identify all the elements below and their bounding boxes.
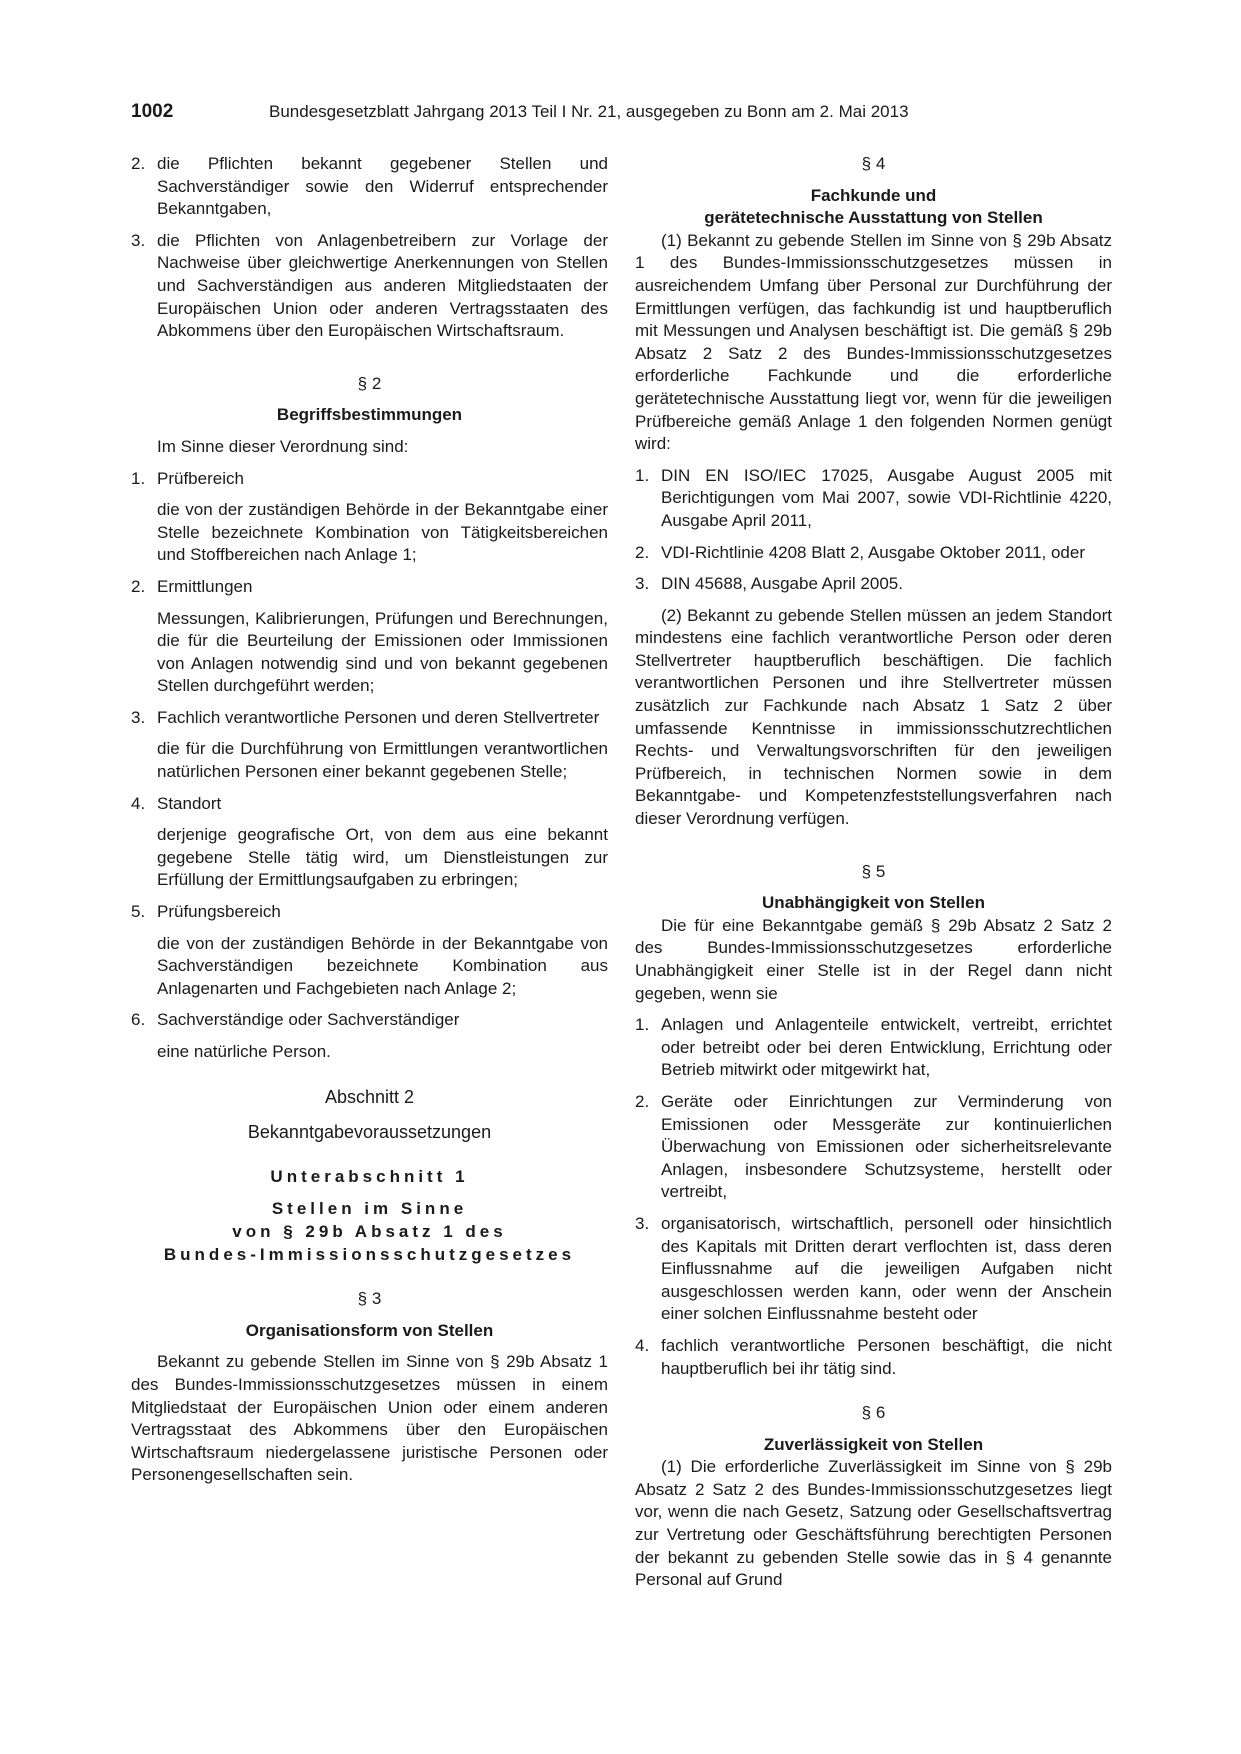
section-title-line-1: Fachkunde und [810, 185, 937, 205]
section-intro: Im Sinne dieser Verordnung sind: [157, 436, 409, 456]
item-text: Geräte oder Einrichtungen zur Verminderung von Emissionen oder Messgeräte zur kontinuierlichen Überwachung von Emissionen oder sicherheitsrelevante Anlagen, insbesondere Schutzsysteme, herstellt oder vertreibt, [661, 1091, 1112, 1202]
unterabschnitt-title-line-1: Stellen im Sinne [271, 1199, 468, 1219]
definition-term [131, 468, 608, 491]
list-item [131, 230, 608, 343]
item-number: 1. [131, 468, 146, 488]
section-title: Organisationsform von Stellen [245, 1320, 494, 1340]
item-text: fachlich verantwortliche Personen beschäftigt, die nicht hauptberuflich bei ihr tätig sind. [661, 1335, 1112, 1378]
definition-text: eine natürliche Person. [157, 1042, 331, 1061]
unterabschnitt-title-line-3: Bundes-Immissionsschutzgesetzes [163, 1244, 576, 1264]
unterabschnitt-number: Unterabschnitt 1 [270, 1166, 469, 1186]
item-number: 3. [131, 230, 146, 250]
item-number: 3. [635, 574, 650, 594]
left-column [131, 153, 608, 1487]
definition-term [131, 576, 608, 599]
item-text: die Pflichten bekannt gegebener Stellen und Sachverständiger sowie den Widerruf entsprechender Bekanntgaben, [157, 154, 608, 219]
definition-text: derjenige geografische Ort, von dem aus eine bekannt gegebene Stelle tätig wird, um Dienstleistungen zur Erfüllung der Ermittlungsaufgaben zu erbringen; [157, 825, 608, 890]
list-item [635, 465, 1112, 533]
item-number: 5. [131, 902, 146, 922]
list-item [635, 1335, 1112, 1380]
section-intro: Die für eine Bekanntgabe gemäß § 29b Absatz 2 Satz 2 des Bundes-Immissionsschutzgesetzes erforderliche Unabhängigkeit einer Stelle ist in der Regel dann nicht gegeben, wenn sie [635, 915, 1112, 1003]
term-text: Fachlich verantwortliche Personen und deren Stellvertreter [157, 707, 600, 727]
list-item [635, 542, 1112, 565]
section-text: Bekannt zu gebende Stellen im Sinne von § 29b Absatz 1 des Bundes-Immissionsschutzgesetzes müssen in einem Mitgliedstaat der Europäischen Union oder einem anderen Vertragsstaat des Abkommens über den Europäischen Wirtschaftsraum niedergelassene juristische Personen oder Personengesellschaften sein. [131, 1352, 608, 1485]
definition-term [131, 1009, 608, 1032]
section-sign: § 4 [861, 154, 886, 173]
definition-text: die von der zuständigen Behörde in der Bekanntgabe von Sachverständigen bezeichnete Kombination aus Anlagenarten und Fachgebieten nach Anlage 2; [157, 933, 608, 998]
list-item [131, 153, 608, 221]
item-text: DIN EN ISO/IEC 17025, Ausgabe August 2005 mit Berichtigungen vom Mai 2007, sowie VDI-Richtlinie 4220, Ausgabe April 2011, [661, 465, 1112, 530]
section-paragraph: (2) Bekannt zu gebende Stellen müssen an jedem Standort mindestens eine fachlich verantwortliche Person oder deren Stellvertreter hauptberuflich beschäftigen. Die fachlich verantwortlichen Personen und ihre Stellvertreter müssen zusätzlich zur Fachkunde nach Absatz 1 Satz 2 über umfassende Kenntnisse in immissionsschutzrechtlichen Rechts- und Verwaltungsvorschriften für den jeweiligen Prüfbereich, in technischen Normen sowie in dem Bekanntgabe- und Kompetenzfeststellungsverfahren nach dieser Verordnung verfügen. [635, 605, 1112, 829]
item-number: 3. [131, 707, 146, 727]
page-header [131, 101, 1111, 131]
item-number: 2. [131, 576, 146, 596]
item-text: VDI-Richtlinie 4208 Blatt 2, Ausgabe Oktober 2011, oder [661, 542, 1085, 562]
item-text: organisatorisch, wirtschaftlich, personell oder hinsichtlich des Kapitals mit Dritten derart verflochten ist, dass deren Einflussnahme auf die jeweiligen Aufgaben nicht ausgeschlossen werden kann, oder wenn der Anschein einer solchen Einflussnahme besteht oder [661, 1213, 1112, 1324]
section-title: Zuverlässigkeit von Stellen [763, 1434, 984, 1454]
definition-text: Messungen, Kalibrierungen, Prüfungen und Berechnungen, die für die Beurteilung der Emissionen oder Immissionen von Anlagen notwendig sind und von bekannt gegebenen Stellen durchgeführt werden; [157, 608, 608, 696]
item-number: 4. [635, 1335, 650, 1355]
list-item [635, 573, 1112, 596]
item-number: 3. [635, 1213, 650, 1233]
list-item [635, 1014, 1112, 1082]
item-number: 4. [131, 793, 146, 813]
right-column [635, 153, 1112, 1592]
item-text: DIN 45688, Ausgabe April 2005. [661, 574, 903, 594]
unterabschnitt-title-line-2: von § 29b Absatz 1 des [232, 1221, 507, 1241]
item-number: 1. [635, 465, 650, 485]
item-number: 6. [131, 1010, 146, 1030]
definition-term [131, 793, 608, 816]
item-number: 2. [635, 1091, 650, 1111]
item-text: Anlagen und Anlagenteile entwickelt, vertreibt, errichtet oder betreibt oder bei deren Entwicklung, Errichtung oder Betrieb mitwirkt oder mitgewirkt hat, [661, 1015, 1112, 1080]
section-title-line-2: gerätetechnische Ausstattung von Stellen [704, 208, 1043, 228]
item-number: 1. [635, 1015, 650, 1035]
section-title: Begriffsbestimmungen [276, 405, 463, 425]
section-sign: § 5 [861, 861, 886, 881]
definition-text: die für die Durchführung von Ermittlungen verantwortlichen natürlichen Personen einer bekannt gegebenen Stelle; [157, 739, 608, 782]
page-number: 1002 [131, 101, 174, 122]
term-text: Standort [157, 793, 222, 813]
definition-term [131, 901, 608, 924]
list-item [635, 1213, 1112, 1326]
abschnitt-title: Bekanntgabevoraussetzungen [247, 1122, 492, 1143]
list-item [635, 1091, 1112, 1204]
term-text: Prüfungsbereich [157, 902, 281, 922]
running-title: Bundesgesetzblatt Jahrgang 2013 Teil I Nr. 21, ausgegeben zu Bonn am 2. Mai 2013 [269, 102, 909, 121]
item-text: die Pflichten von Anlagenbetreibern zur Vorlage der Nachweise über gleichwertige Anerkennungen von Stellen und Sachverständigen aus anderen Mitgliedstaaten der Europäischen Union oder anderen Vertragsstaaten des Abkommens über den Europäischen Wirtschaftsraum. [157, 230, 608, 341]
definition-term [131, 707, 608, 730]
section-sign: § 2 [357, 373, 382, 393]
item-number: 2. [635, 542, 650, 562]
term-text: Sachverständige oder Sachverständiger [157, 1010, 460, 1030]
item-number: 2. [131, 154, 146, 173]
section-paragraph: (1) Bekannt zu gebende Stellen im Sinne von § 29b Absatz 1 des Bundes-Immissionsschutzgesetzes müssen in ausreichendem Umfang über Personal zur Durchführung der Ermittlungen verfügen, das fachkundig ist und hauptberuflich mit Messungen und Analysen beschäftigt ist. Die gemäß § 29b Absatz 2 Satz 2 des Bundes-Immissionsschutzgesetzes erforderliche Fachkunde und die erforderliche gerätetechnische Ausstattung liegt vor, wenn für die jeweiligen Prüfbereiche gemäß Anlage 1 den folgenden Normen genügt wird: [635, 230, 1112, 454]
section-sign: § 6 [861, 1403, 886, 1423]
abschnitt-number: Abschnitt 2 [324, 1086, 415, 1107]
section-paragraph: (1) Die erforderliche Zuverlässigkeit im Sinne von § 29b Absatz 2 Satz 2 des Bundes-Immissionsschutzgesetzes liegt vor, wenn die nach Gesetz, Satzung oder Gesellschaftsvertrag zur Vertretung oder Geschäftsführung berechtigten Personen der bekannt zu gebenden Stelle sowie das in § 4 genannte Personal auf Grund [635, 1457, 1112, 1590]
term-text: Ermittlungen [157, 576, 253, 596]
section-title: Unabhängigkeit von Stellen [762, 893, 985, 913]
term-text: Prüfbereich [157, 468, 244, 488]
definition-text: die von der zuständigen Behörde in der Bekanntgabe einer Stelle bezeichnete Kombination von Tätigkeitsbereichen und Stoffbereichen nach Anlage 1; [157, 500, 608, 565]
section-sign: § 3 [357, 1289, 382, 1309]
